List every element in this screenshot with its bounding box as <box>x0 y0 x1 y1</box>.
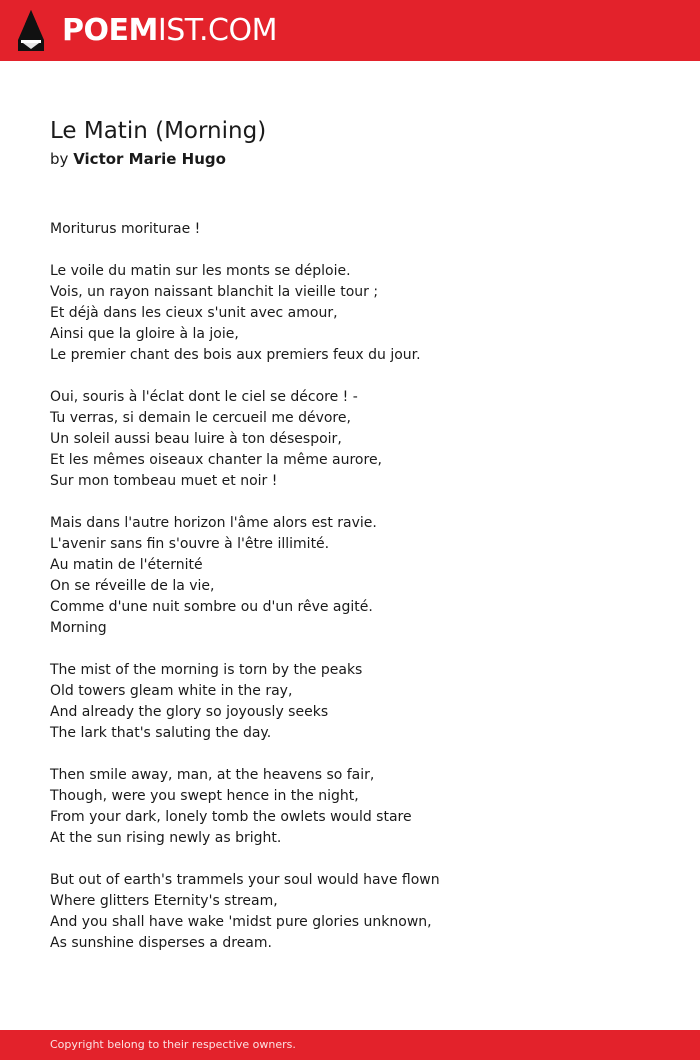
poem-line: Where glitters Eternity's stream, <box>50 893 278 909</box>
poem-line: Tu verras, si demain le cercueil me dévore, <box>50 410 351 426</box>
site-footer <box>0 1030 700 1060</box>
poem-line: Comme d'une nuit sombre ou d'un rêve agité. <box>50 599 373 615</box>
poem-stanza <box>50 387 670 492</box>
poem-body <box>50 219 670 975</box>
poem-line: Moriturus moriturae ! <box>50 221 201 237</box>
poem-line: Though, were you swept hence in the night, <box>50 788 359 804</box>
poem-line: Old towers gleam white in the ray, <box>50 683 293 699</box>
poem-stanza <box>50 660 670 744</box>
poem-line: Le voile du matin sur les monts se déploie. <box>50 263 351 279</box>
poem-stanza <box>50 765 670 849</box>
poem-line: Un soleil aussi beau luire à ton désespoir, <box>50 431 342 447</box>
site-header <box>0 0 700 61</box>
site-logo[interactable] <box>62 11 277 51</box>
poem-line: On se réveille de la vie, <box>50 578 215 594</box>
poem-line: The mist of the morning is torn by the peaks <box>50 662 363 678</box>
poem-line: Et déjà dans les cieux s'unit avec amour, <box>50 305 338 321</box>
poem-line: L'avenir sans fin s'ouvre à l'être illimité. <box>50 536 330 552</box>
logo-light-text: IST.COM <box>157 13 277 48</box>
poem-line: And you shall have wake 'midst pure glories unknown, <box>50 914 432 930</box>
poem-line: Et les mêmes oiseaux chanter la même aurore, <box>50 452 383 468</box>
by-label: by <box>50 150 69 168</box>
logo-bold-text: POEM <box>62 13 158 48</box>
poem-line: Mais dans l'autre horizon l'âme alors est ravie. <box>50 515 377 531</box>
poem-stanza <box>50 261 670 366</box>
author-name: Victor Marie Hugo <box>73 150 226 168</box>
poem-stanza <box>50 870 670 954</box>
poem-stanza <box>50 513 670 639</box>
poem-line: Vois, un rayon naissant blanchit la vieille tour ; <box>50 284 379 300</box>
poem-line: Au matin de l'éternité <box>50 557 203 573</box>
byline <box>50 149 226 169</box>
poem-title: Le Matin (Morning) <box>50 118 267 144</box>
pencil-icon[interactable] <box>18 10 44 51</box>
poem-line: Le premier chant des bois aux premiers feux du jour. <box>50 347 421 363</box>
poem-line: As sunshine disperses a dream. <box>50 935 272 951</box>
poem-line: Morning <box>50 620 107 636</box>
poem-stanza <box>50 219 670 240</box>
poem-line: At the sun rising newly as bright. <box>50 830 282 846</box>
poem-line: Ainsi que la gloire à la joie, <box>50 326 239 342</box>
poem-line: Oui, souris à l'éclat dont le ciel se décore ! - <box>50 389 358 405</box>
poem-line: From your dark, lonely tomb the owlets would stare <box>50 809 412 825</box>
poem-line: Sur mon tombeau muet et noir ! <box>50 473 278 489</box>
poem-line: The lark that's saluting the day. <box>50 725 272 741</box>
poem-line: But out of earth's trammels your soul would have flown <box>50 872 440 888</box>
poem-line: Then smile away, man, at the heavens so fair, <box>50 767 375 783</box>
poem-line: And already the glory so joyously seeks <box>50 704 329 720</box>
copyright-text: Copyright belong to their respective owners. <box>50 1038 296 1051</box>
